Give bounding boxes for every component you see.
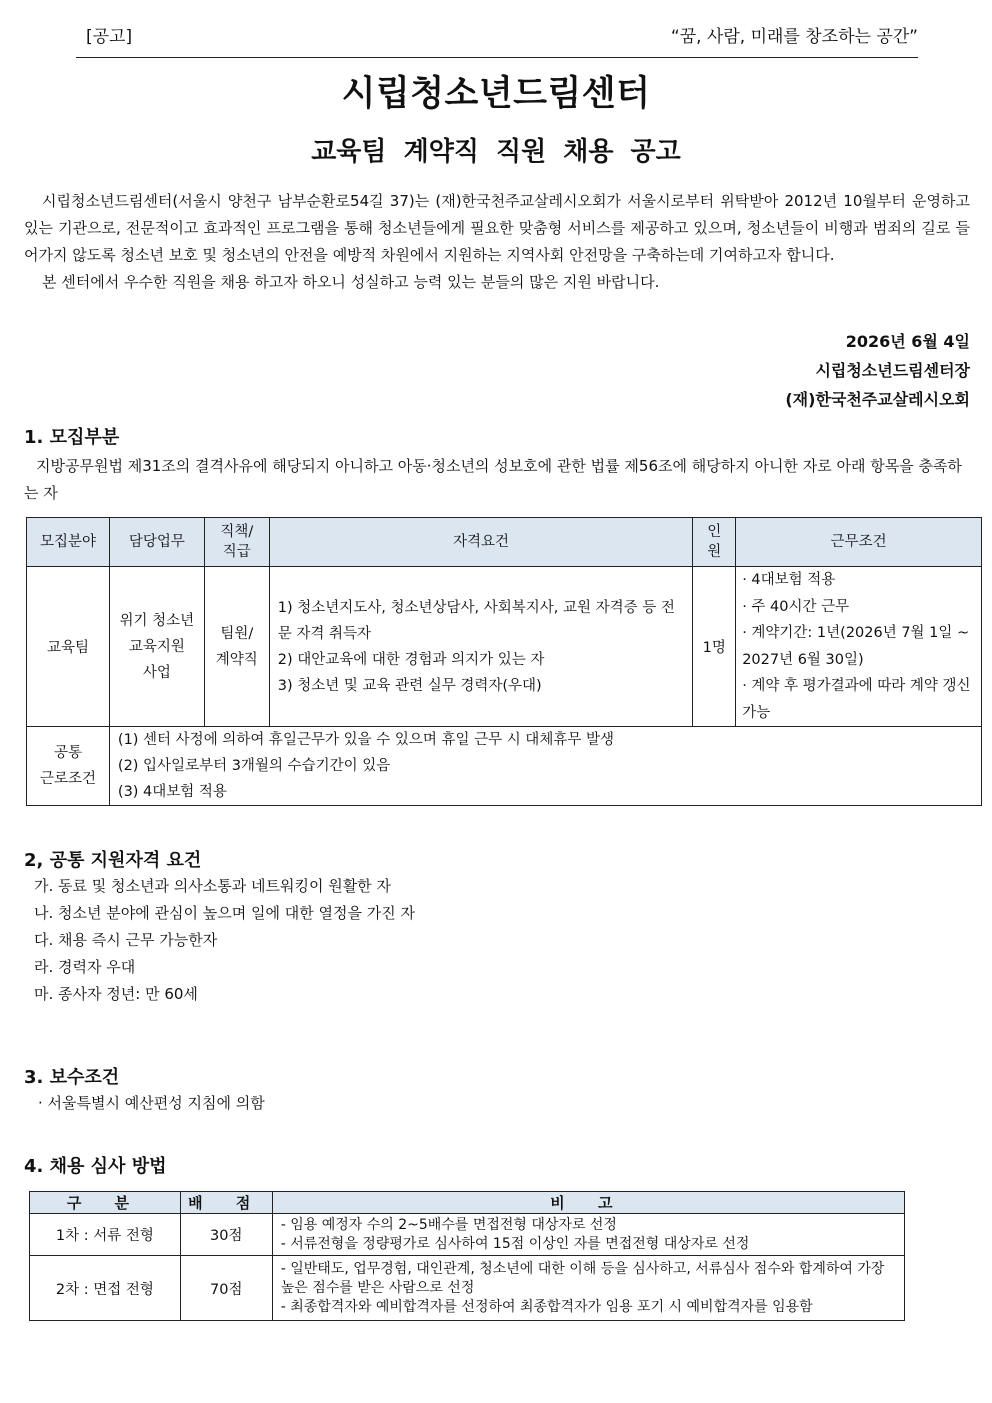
table-header-row (30, 1192, 905, 1214)
condition-item: · 계약기간: 1년(2026년 7월 1일 ~ 2027년 6월 30일) (742, 625, 970, 668)
col-header-position-text: 직책/ 직급 (220, 524, 254, 560)
list-item: 마. 종사자 정년: 만 60세 (34, 985, 198, 1003)
note-item: - 서류전형을 정량평가로 심사하여 15점 이상인 자를 면접전형 대상자로 선정 (280, 1235, 750, 1252)
cell-stage: 2차 : 면접 전형 (30, 1256, 181, 1321)
note-item: - 임용 예정자 수의 2~5배수를 면접전형 대상자로 선정 (280, 1216, 617, 1233)
col-header-stage: 구 분 (30, 1192, 181, 1214)
intro-paragraphs (24, 188, 970, 296)
cell-common-label (27, 727, 110, 806)
section-heading-salary: 3. 보수조건 (24, 1067, 120, 1088)
evaluation-table (29, 1191, 905, 1321)
intro-paragraph: 시립청소년드림센터(서울시 양천구 남부순환로54길 37)는 (재)한국천주교살레시오회가 서울시로부터 위탁받아 2012년 10월부터 운영하고 있는 기관으로, 전문적이고 효과적인 프로그램을 통해 청소년들에게 필요한 맞춤형 서비스를 제공하고 있으며, 청소년들이 비행과 범죄의 길로 들어가지 않도록 청소년 보호 및 청소년의 안전을 예방적 차원에서 지원하는 지역사회 안전망을 구축하는데 기여하고자 합니다. (24, 192, 970, 264)
list-item: 가. 동료 및 청소년과 의사소통과 네트워킹이 원활한 자 (34, 877, 391, 895)
col-header-count (693, 518, 736, 567)
table-row (30, 1214, 905, 1256)
cell-common-items (109, 727, 981, 806)
col-header-count-text: 인 원 (707, 524, 722, 560)
col-header-field: 모집분야 (27, 518, 110, 567)
header-row (76, 20, 918, 50)
note-item: - 일반태도, 업무경험, 대인관계, 청소년에 대한 이해 등을 심사하고, 서류심사 점수와 합계하여 가장 높은 점수를 받은 사람으로 선정 (280, 1260, 885, 1296)
cell-common-label-text: 공통 근로조건 (39, 745, 96, 787)
table-row (30, 1256, 905, 1321)
issuer-org: (재)한국천주교살레시오회 (785, 390, 970, 409)
common-item: (1) 센터 사정에 의하여 휴일근무가 있을 수 있으며 휴일 근무 시 대체휴무 발생 (117, 732, 614, 748)
header-divider (76, 57, 918, 58)
eligibility-list (34, 873, 415, 1008)
col-header-quals: 자격요건 (269, 518, 693, 567)
cell-quals (269, 567, 693, 727)
cell-score: 30점 (180, 1214, 272, 1256)
col-header-conditions: 근무조건 (736, 518, 982, 567)
table-row-common (27, 727, 982, 806)
common-item: (2) 입사일로부터 3개월의 수습기간이 있음 (117, 758, 391, 774)
cell-count: 1명 (693, 567, 736, 727)
salary-text: · 서울특별시 예산편성 지침에 의함 (38, 1094, 265, 1112)
qual-item: 2) 대안교육에 대한 경험과 의지가 있는 자 (277, 651, 545, 668)
cell-stage: 1차 : 서류 전형 (30, 1214, 181, 1256)
signoff (785, 327, 970, 414)
col-header-score: 배 점 (180, 1192, 272, 1214)
table-row (27, 567, 982, 727)
page-title: 시립청소년드림센터 (341, 74, 651, 114)
cell-conditions (736, 567, 982, 727)
common-item: (3) 4대보험 적용 (117, 784, 227, 800)
condition-item: · 주 40시간 근무 (742, 598, 850, 615)
slogan: “꿈, 사람, 미래를 창조하는 공간” (670, 27, 918, 47)
section-heading-recruit: 1. 모집부분 (24, 427, 120, 448)
notice-tag: [공고] (86, 27, 133, 47)
col-header-duty: 담당업무 (109, 518, 204, 567)
section-heading-evaluation: 4. 채용 심사 방법 (24, 1156, 167, 1177)
qual-item: 3) 청소년 및 교육 관련 실무 경력자(우대) (277, 677, 542, 694)
cell-position (204, 567, 269, 727)
cell-notes (272, 1214, 904, 1256)
col-header-notes: 비 고 (272, 1192, 904, 1214)
issuer-name: 시립청소년드림센터장 (815, 361, 970, 380)
condition-item: · 4대보험 적용 (742, 572, 836, 588)
cell-duty (109, 567, 204, 727)
cell-duty-text: 위기 청소년 교육지원 사업 (119, 612, 195, 681)
intro-paragraph: 본 센터에서 우수한 직원을 채용 하고자 하오니 성실하고 능력 있는 분들의 많은 지원 바랍니다. (42, 273, 660, 291)
notice-date: 2026년 6월 4일 (845, 332, 970, 351)
note-item: - 최종합격자와 예비합격자를 선정하여 최종합격자가 임용 포기 시 예비합격자를 임용함 (280, 1298, 813, 1315)
list-item: 다. 채용 즉시 근무 가능한자 (34, 931, 218, 949)
cell-field: 교육팀 (27, 567, 110, 727)
cell-score: 70점 (180, 1256, 272, 1321)
table-header-row (27, 518, 982, 567)
recruit-description: 지방공무원법 제31조의 결격사유에 해당되지 아니하고 아동·청소년의 성보호에 관한 법률 제56조에 해당하지 아니한 자로 아래 항목을 충족하는 자 (24, 457, 962, 502)
qual-item: 1) 청소년지도사, 청소년상담사, 사회복지사, 교원 자격증 등 전문 자격 취득자 (277, 599, 675, 642)
list-item: 나. 청소년 분야에 관심이 높으며 일에 대한 열정을 가진 자 (34, 904, 415, 922)
col-header-position (204, 518, 269, 567)
condition-item: · 계약 후 평가결과에 따라 계약 갱신 가능 (742, 678, 971, 721)
page-subtitle: 교육팀 계약직 직원 채용 공고 (311, 137, 681, 167)
list-item: 라. 경력자 우대 (34, 958, 136, 976)
cell-position-text: 팀원/ 계약직 (215, 625, 258, 668)
recruit-table (26, 517, 982, 806)
cell-notes (272, 1256, 904, 1321)
section-heading-eligibility: 2, 공통 지원자격 요건 (24, 850, 202, 871)
